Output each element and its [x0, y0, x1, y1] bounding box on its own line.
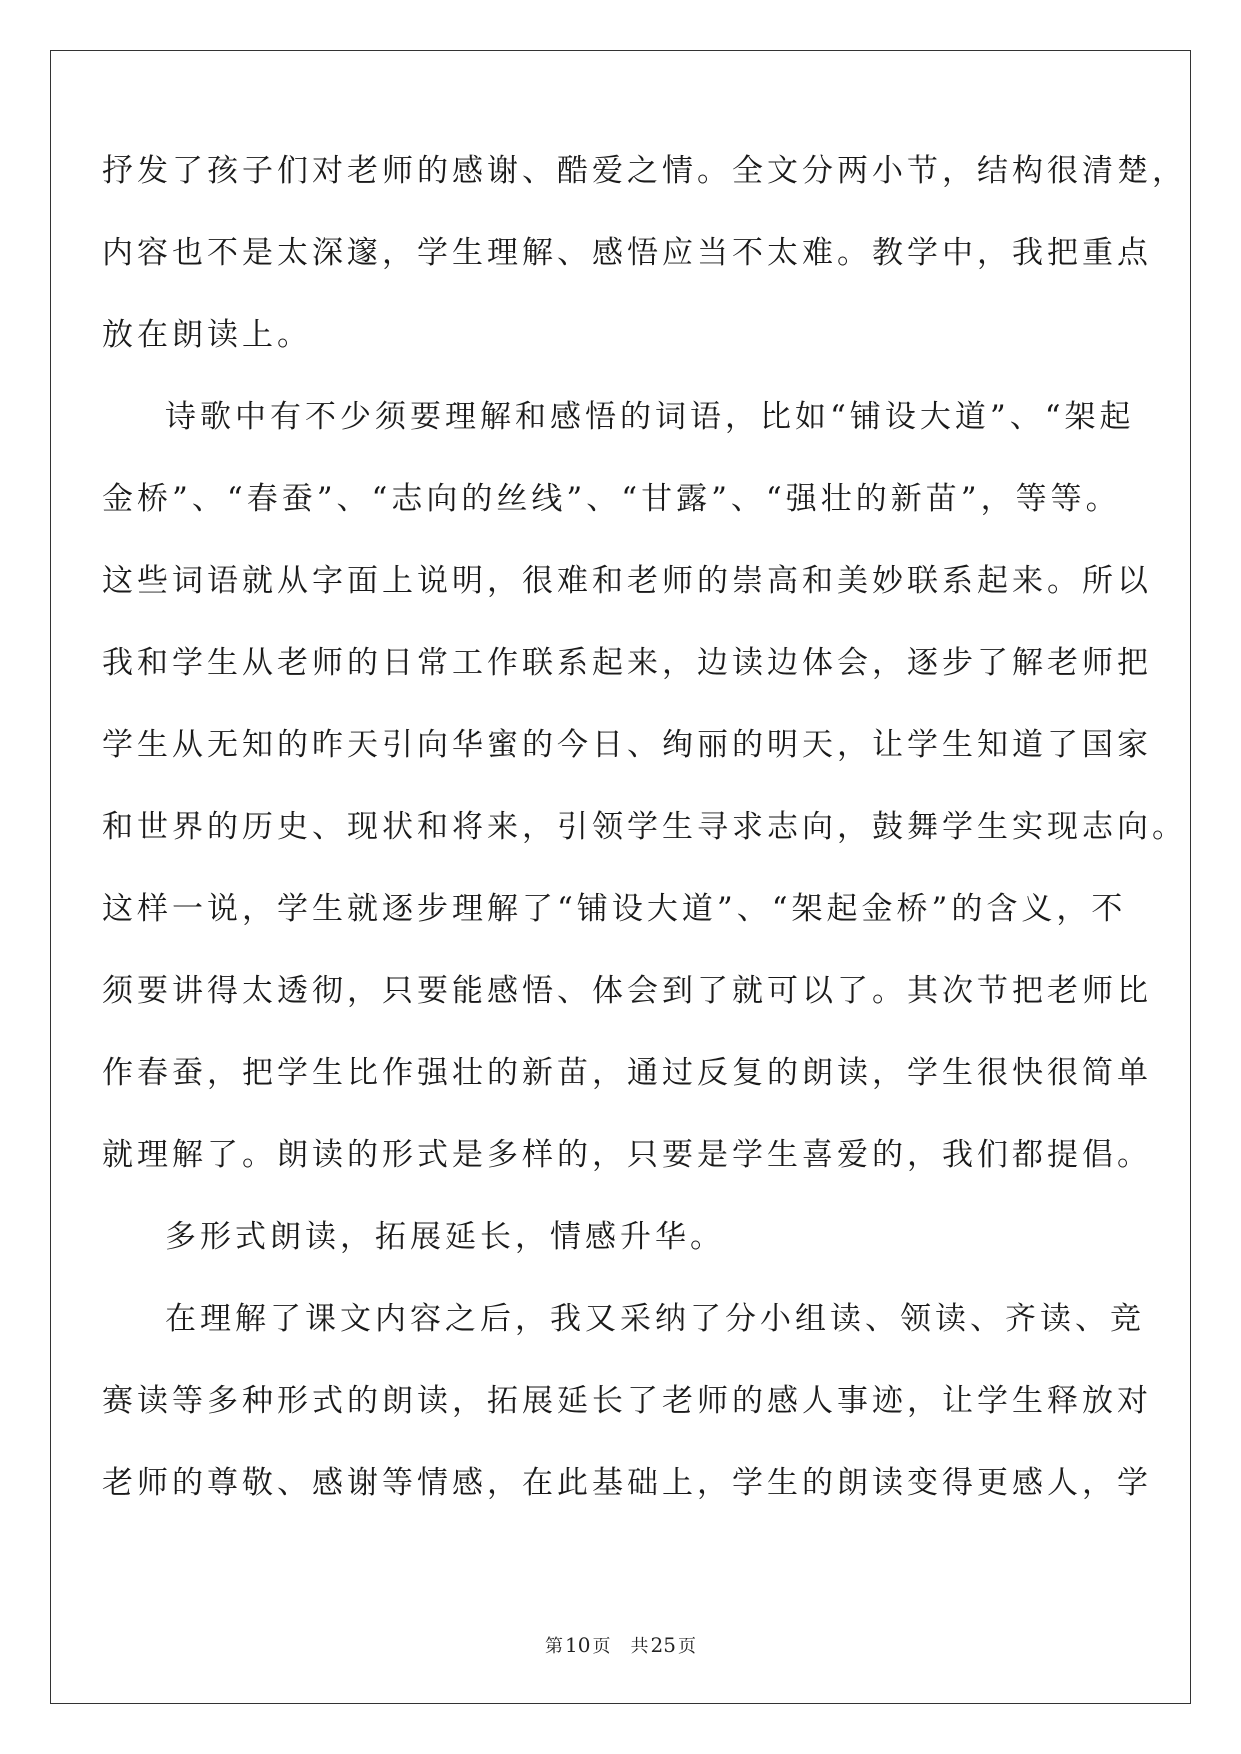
text-line: 老师的尊敬、感谢等情感，在此基础上，学生的朗读变得更感人，学: [102, 1465, 1152, 1501]
text-line: 内容也不是太深邃，学生理解、感悟应当不太难。教学中，我把重点: [102, 235, 1152, 271]
text-line: 这样一说，学生就逐步理解了“铺设大道”、“架起金桥”的含义，不: [102, 891, 1127, 927]
text-line: 金桥”、“春蚕”、“志向的丝线”、“甘露”、“强壮的新苗”，等等。: [102, 481, 1121, 517]
text-line: 多形式朗读，拓展延长，情感升华。: [165, 1219, 725, 1255]
page-prefix: 第: [545, 1636, 564, 1657]
text-line: 抒发了孩子们对老师的感谢、酷爱之情。全文分两小节，结构很清楚，: [102, 153, 1187, 189]
total-prefix: 共: [630, 1636, 649, 1657]
text-line: 诗歌中有不少须要理解和感悟的词语，比如“铺设大道”、“架起: [165, 399, 1135, 435]
total-suffix: 页: [677, 1636, 696, 1657]
text-line: 须要讲得太透彻，只要能感悟、体会到了就可以了。其次节把老师比: [102, 973, 1152, 1009]
text-line: 作春蚕，把学生比作强壮的新苗，通过反复的朗读，学生很快很简单: [102, 1055, 1152, 1091]
page-footer: [0, 1632, 1241, 1658]
text-line: 赛读等多种形式的朗读，拓展延长了老师的感人事迹，让学生释放对: [102, 1383, 1152, 1419]
text-line: 我和学生从老师的日常工作联系起来，边读边体会，逐步了解老师把: [102, 645, 1152, 681]
total-pages: 25: [650, 1633, 676, 1657]
text-line: 在理解了课文内容之后，我又采纳了分小组读、领读、齐读、竞: [165, 1301, 1145, 1337]
page-number: 10: [565, 1633, 591, 1657]
document-body: [102, 130, 1187, 1524]
page-suffix: 页: [592, 1636, 611, 1657]
text-line: 放在朗读上。: [102, 317, 312, 353]
text-line: 这些词语就从字面上说明，很难和老师的崇高和美妙联系起来。所以: [102, 563, 1152, 599]
text-line: 和世界的历史、现状和将来，引领学生寻求志向，鼓舞学生实现志向。: [102, 809, 1187, 845]
text-line: 就理解了。朗读的形式是多样的，只要是学生喜爱的，我们都提倡。: [102, 1137, 1152, 1173]
text-line: 学生从无知的昨天引向华蜜的今日、绚丽的明天，让学生知道了国家: [102, 727, 1152, 763]
